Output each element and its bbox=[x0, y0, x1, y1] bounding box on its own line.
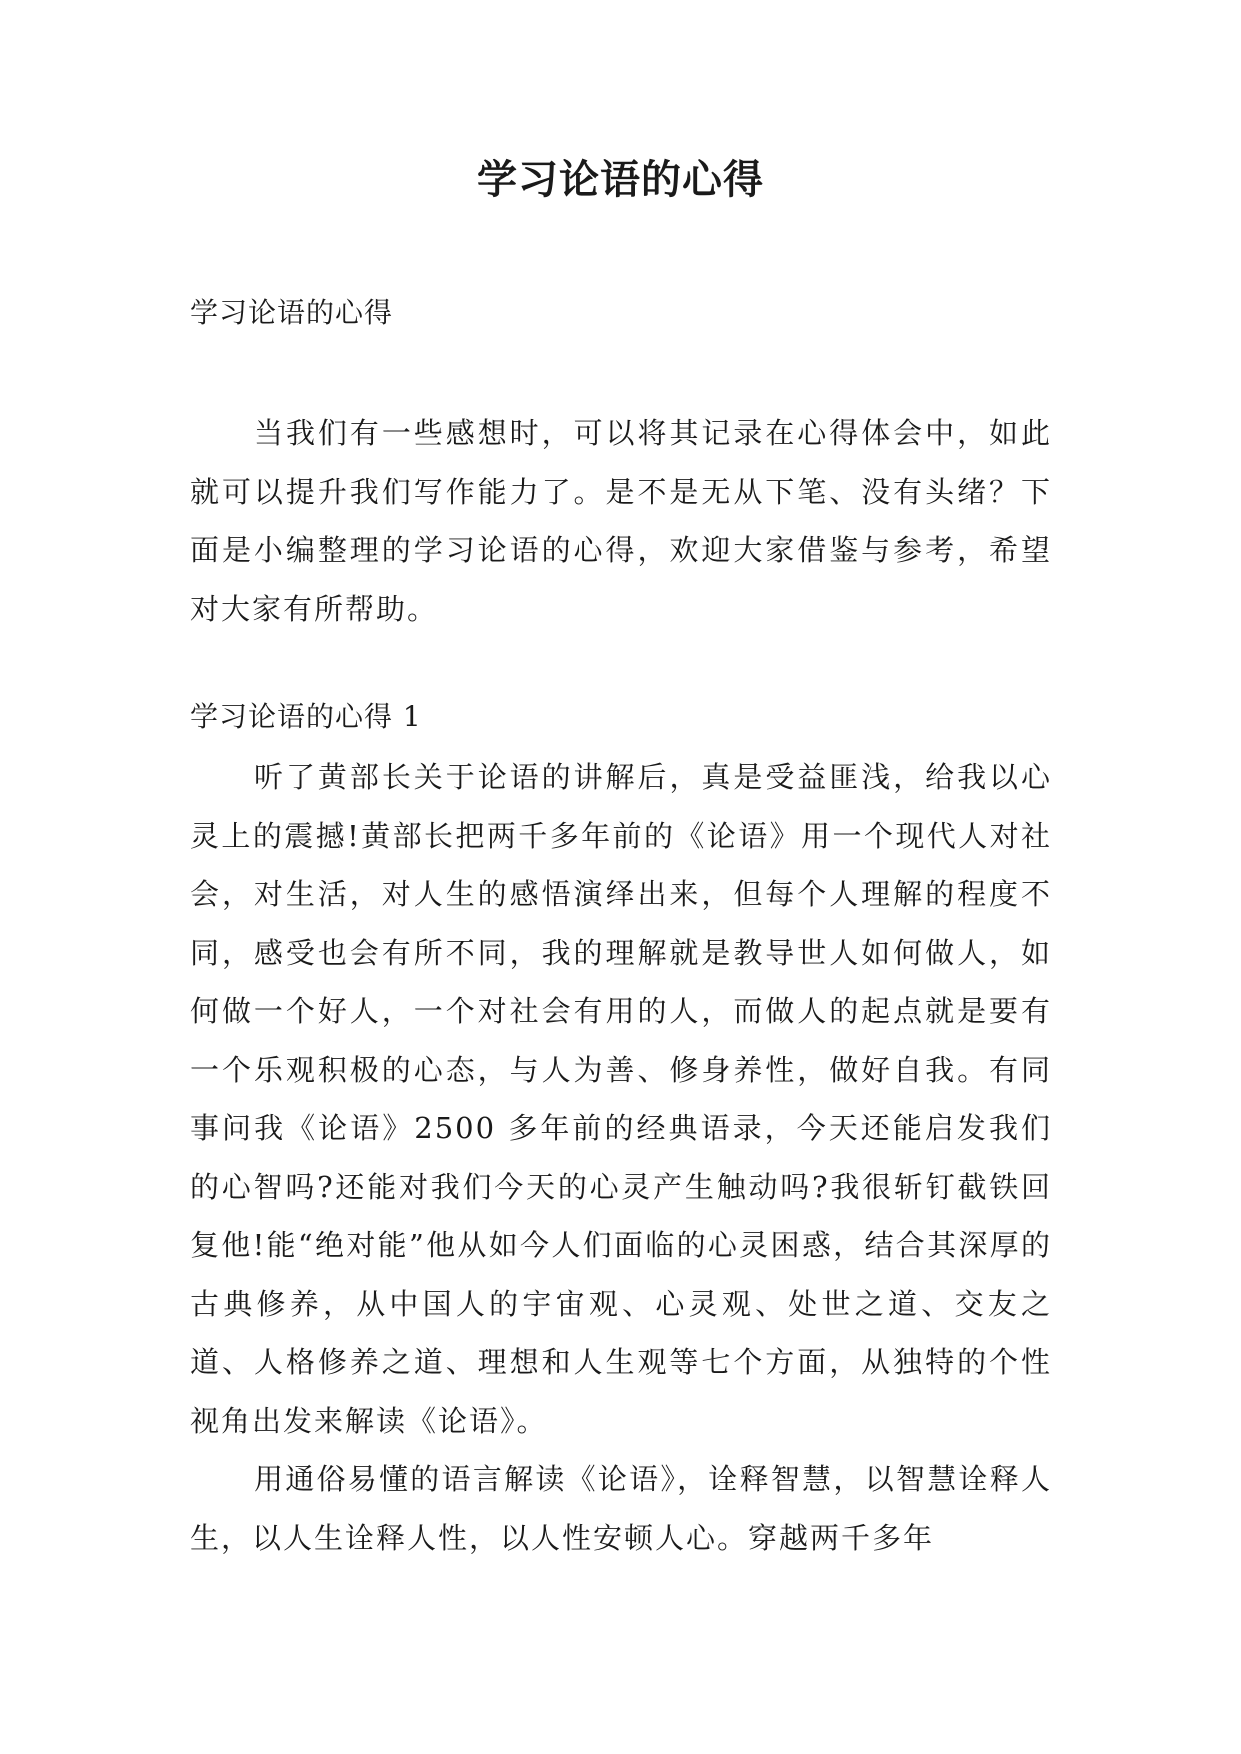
document-subtitle: 学习论语的心得 bbox=[190, 296, 394, 329]
section-paragraph: 听了黄部长关于论语的讲解后，真是受益匪浅，给我以心灵上的震撼!黄部长把两千多年前的《论语》用一个现代人对社会，对生活，对人生的感悟演绎出来，但每个人理解的程度不同，感受也会有所不同，我的理解就是教导世人如何做人，如何做一个好人，一个对社会有用的人，而做人的起点就是要有一个乐观积极的心态，与人为善、修身养性，做好自我。有同事问我《论语》2500 多年前的经典语录，今天还能启发我们的心智吗?还能对我们今天的心灵产生触动吗?我很斩钉截铁回复他!能“绝对能”他从如今人们面临的心灵困惑，结合其深厚的古典修养，从中国人的宇宙观、心灵观、处世之道、交友之道、人格修养之道、理想和人生观等七个方面，从独特的个性视角出发来解读《论语》。 bbox=[190, 760, 1052, 1438]
section-heading: 学习论语的心得 1 bbox=[190, 700, 422, 733]
intro-paragraph: 当我们有一些感想时，可以将其记录在心得体会中，如此就可以提升我们写作能力了。是不是无从下笔、没有头绪？下面是小编整理的学习论语的心得，欢迎大家借鉴与参考，希望对大家有所帮助。 bbox=[190, 416, 1052, 626]
section-paragraph: 用通俗易懂的语言解读《论语》，诠释智慧，以智慧诠释人生，以人生诠释人性，以人性安顿人心。穿越两千多年 bbox=[190, 1462, 1052, 1555]
document-title: 学习论语的心得 bbox=[477, 156, 764, 203]
section-body bbox=[190, 748, 1052, 1567]
